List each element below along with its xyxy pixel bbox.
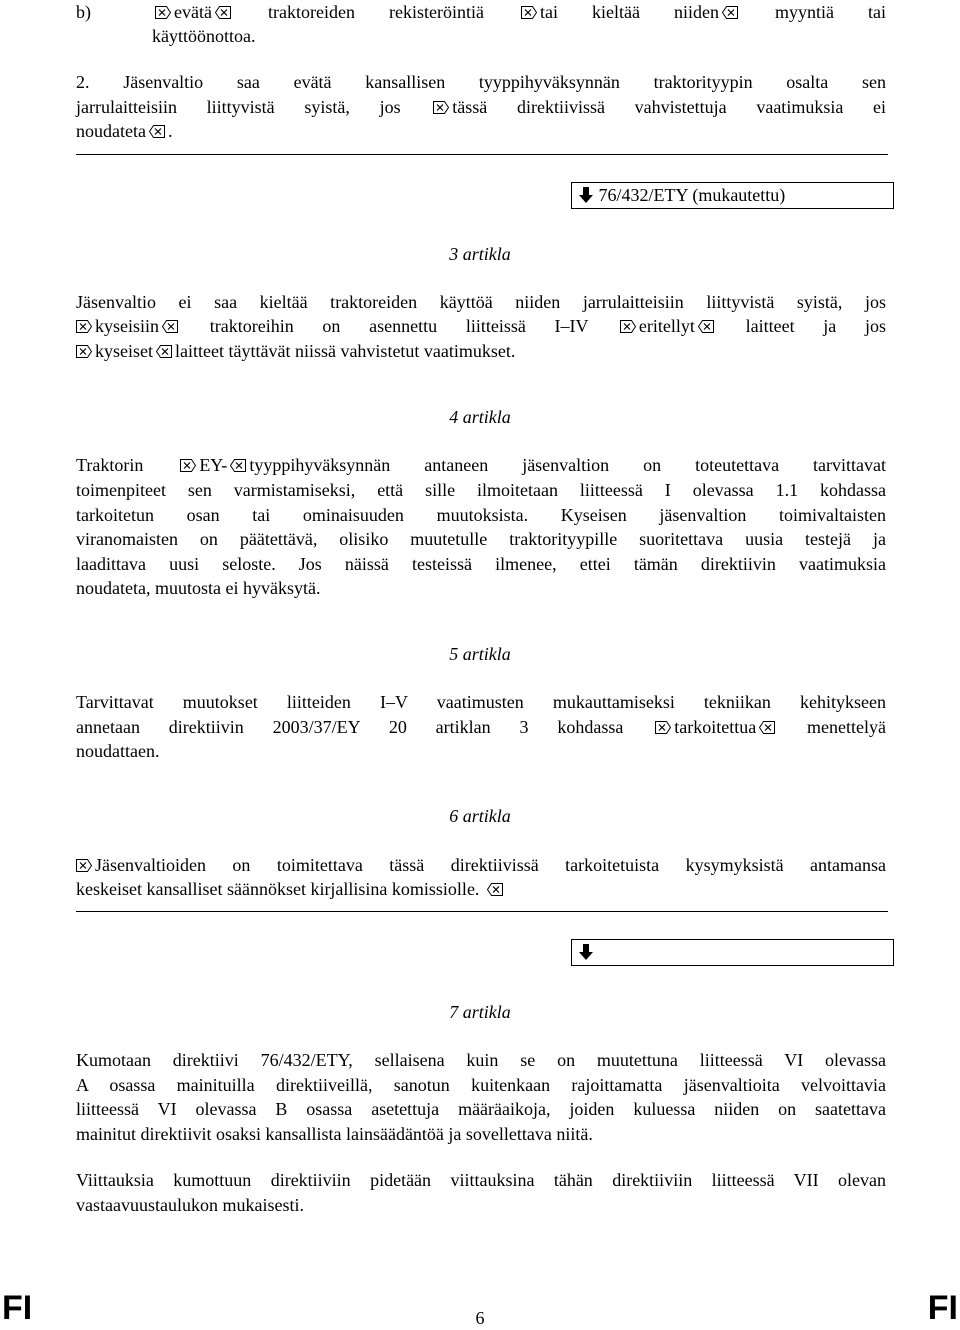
art4-l1b: EY-	[199, 455, 228, 475]
item-b-text-line1	[152, 0, 886, 24]
art4-l1a: Traktorin	[76, 455, 144, 475]
insertion-end-marker-icon	[698, 320, 714, 333]
art3-l3b: laitteet täyttävät niissä vahvistetut vaatimukset.	[175, 341, 516, 361]
art6-l2-text: keskeiset kansalliset säännökset kirjallisina komissiolle.	[76, 879, 480, 899]
art3-l3a: kyseiset	[95, 341, 153, 361]
art7-line4: mainitut direktiivit osaksi kansallista lainsäädäntöä ja sovellettava niitä.	[76, 1124, 593, 1144]
para2-line3-b: .	[167, 121, 173, 141]
separator-rule-2	[76, 911, 888, 912]
insertion-end-marker-icon	[156, 345, 172, 358]
insertion-end-marker-icon	[759, 721, 775, 734]
text-evata: evätä	[174, 2, 212, 22]
art3-l2b: traktoreihin on asennettu liitteissä I–IV	[209, 316, 589, 336]
item-b-label: b)	[76, 2, 91, 22]
art5-line3: noudattaen.	[76, 741, 160, 761]
page-number: 6	[475, 1308, 485, 1328]
insertion-end-marker-icon	[722, 6, 738, 19]
para2-line3-a: noudateta	[76, 121, 146, 141]
art4-line1	[76, 453, 886, 477]
insertion-start-marker-icon	[76, 320, 92, 333]
art3-l2a: kyseisiin	[95, 316, 160, 336]
para2-line3	[76, 119, 886, 143]
para2-line1: 2. Jäsenvaltio saa evätä kansallisen tyyppihyväksynnän traktorityypin osalta sen	[76, 72, 886, 92]
source-reference-box-2	[571, 939, 894, 966]
article-5-heading: 5 artikla	[449, 644, 511, 664]
art7-para2-line1: Viittauksia kumottuun direktiiviin pidetään viittauksina tähän direktiiviin liitteessä VII olevan	[76, 1170, 886, 1190]
art7-line2: A osassa mainituilla direktiiveillä, sanotun kuitenkaan rajoittamatta jäsenvaltioita velvoittavia	[76, 1075, 886, 1095]
art4-line3: tarkoitetun osan tai ominaisuuden muutoksista. Kyseisen jäsenvaltion toimivaltaisten	[76, 505, 886, 525]
art3-line3	[76, 339, 886, 363]
art3-l2d: laitteet ja jos	[745, 316, 887, 336]
insertion-end-marker-icon	[149, 125, 165, 138]
insertion-start-marker-icon	[620, 320, 636, 333]
source-reference-text: 76/432/ETY (mukautettu)	[598, 185, 786, 205]
art3-line1: Jäsenvaltio ei saa kieltää traktoreiden käyttöä niiden jarrulaitteisiin liittyvistä syistä, jos	[76, 292, 886, 312]
insertion-end-marker-icon	[487, 883, 503, 896]
source-reference-box	[571, 182, 894, 209]
insertion-end-marker-icon	[215, 6, 231, 19]
art4-l1c: tyyppihyväksynnän antaneen jäsenvaltion on toteutettava tarvittavat	[249, 455, 886, 475]
art4-line2: toimenpiteet sen varmistamiseksi, että sille ilmoitetaan liitteessä I olevassa 1.1 kohdassa	[76, 480, 886, 500]
art7-para2-line2: vastaavuustaulukon mukaisesti.	[76, 1195, 304, 1215]
art5-l2a: annetaan direktiivin 2003/37/EY 20 artiklan 3 kohdassa	[76, 717, 624, 737]
text-registration: traktoreiden rekisteröintiä	[268, 2, 484, 22]
item-b-line2: käyttöönottoa.	[152, 26, 256, 46]
insertion-start-marker-icon	[76, 859, 92, 872]
down-arrow-icon	[578, 943, 594, 961]
article-3-heading: 3 artikla	[449, 244, 511, 264]
text-sale: myyntiä tai	[775, 2, 887, 22]
para2-line2	[76, 95, 886, 119]
insertion-end-marker-icon	[230, 459, 246, 472]
art3-l2c: eritellyt	[638, 316, 695, 336]
insertion-start-marker-icon	[433, 101, 449, 114]
insertion-start-marker-icon	[76, 345, 92, 358]
article-7-heading: 7 artikla	[449, 1002, 511, 1022]
art6-l1-text: Jäsenvaltioiden on toimitettava tässä direktiivissä tarkoitetuista kysymyksistä antamansa	[95, 855, 886, 875]
down-arrow-icon	[578, 186, 594, 204]
text-prohibit: tai kieltää niiden	[539, 2, 719, 22]
footer-language-right: FI	[927, 1289, 958, 1327]
insertion-end-marker-icon	[162, 320, 178, 333]
footer-language-left: FI	[2, 1289, 33, 1327]
art6-line2	[76, 877, 886, 901]
separator-rule	[76, 154, 888, 155]
para2-line2-b: tässä direktiivissä vahvistettuja vaatimuksia ei	[452, 97, 886, 117]
art5-l2b: tarkoitettua	[674, 717, 757, 737]
insertion-start-marker-icon	[521, 6, 537, 19]
insertion-start-marker-icon	[155, 6, 171, 19]
para2-line2-a: jarrulaitteisiin liittyvistä syistä, jos	[76, 97, 401, 117]
art6-line1	[76, 853, 886, 877]
art5-l2c: menettelyä	[807, 717, 887, 737]
article-6-heading: 6 artikla	[449, 806, 511, 826]
art4-line6: noudateta, muutosta ei hyväksytä.	[76, 578, 321, 598]
art4-line4: viranomaisten on päätettävä, olisiko muutetulle traktorityypille suoritettava uusia testejä ja	[76, 529, 886, 549]
insertion-start-marker-icon	[180, 459, 196, 472]
art5-line1: Tarvittavat muutokset liitteiden I–V vaatimusten mukauttamiseksi tekniikan kehitykseen	[76, 692, 886, 712]
insertion-start-marker-icon	[655, 721, 671, 734]
art4-line5: laadittava uusi seloste. Jos näissä testeissä ilmenee, ettei tämän direktiivin vaatimuksia	[76, 554, 886, 574]
art5-line2	[76, 715, 886, 739]
article-4-heading: 4 artikla	[449, 407, 511, 427]
art3-line2	[76, 314, 886, 338]
art7-line3: liitteessä VI olevassa B osassa asetettuja määräaikoja, joiden kuluessa niiden on saatettava	[76, 1099, 886, 1119]
art7-line1: Kumotaan direktiivi 76/432/ETY, sellaisena kuin se on muutettuna liitteessä VI olevassa	[76, 1050, 886, 1070]
